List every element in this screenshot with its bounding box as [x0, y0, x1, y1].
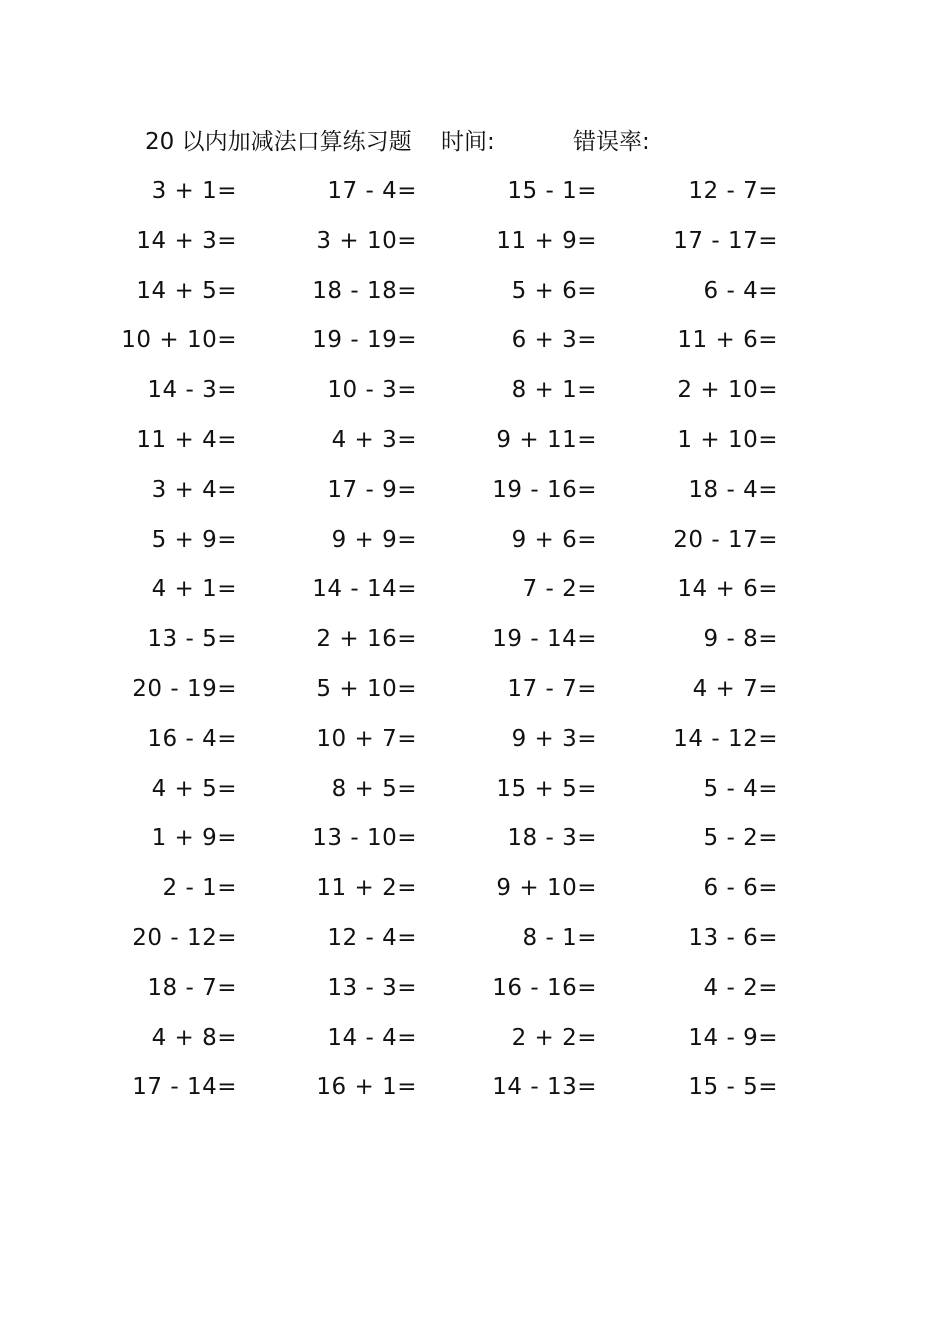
arithmetic-problem: 6 - 6= [703, 875, 778, 902]
arithmetic-problem: 14 + 5= [136, 277, 237, 304]
arithmetic-problem: 14 - 12= [673, 725, 778, 752]
arithmetic-problem: 2 + 10= [677, 377, 778, 404]
arithmetic-problem: 4 + 8= [151, 1024, 237, 1051]
arithmetic-problem: 3 + 10= [316, 227, 417, 254]
arithmetic-problem: 17 - 17= [673, 227, 778, 254]
arithmetic-problem: 9 + 3= [511, 725, 597, 752]
arithmetic-problem: 17 - 4= [327, 178, 417, 204]
arithmetic-problem: 16 - 4= [147, 725, 237, 752]
arithmetic-problem: 9 + 11= [496, 427, 597, 453]
arithmetic-problem: 13 - 3= [327, 974, 417, 1001]
arithmetic-problem: 15 - 5= [688, 1074, 778, 1101]
arithmetic-problem: 11 + 4= [136, 427, 237, 453]
arithmetic-problem: 12 - 7= [688, 178, 778, 204]
arithmetic-problem: 1 + 10= [677, 427, 778, 453]
arithmetic-problem: 15 + 5= [496, 775, 597, 802]
arithmetic-problem: 18 - 3= [507, 825, 597, 852]
arithmetic-problem: 13 - 10= [312, 825, 417, 852]
arithmetic-problem: 2 - 1= [162, 875, 237, 902]
arithmetic-problem: 11 + 6= [677, 327, 778, 354]
arithmetic-problem: 20 - 17= [673, 526, 778, 553]
arithmetic-problem: 8 - 1= [522, 925, 597, 951]
arithmetic-problem: 18 - 4= [688, 476, 778, 503]
arithmetic-problem: 14 + 3= [136, 227, 237, 254]
arithmetic-problem: 10 + 7= [316, 725, 417, 752]
arithmetic-problem: 5 + 10= [316, 676, 417, 702]
error-rate-label: 错误率: [573, 129, 650, 155]
arithmetic-problem: 14 - 4= [327, 1024, 417, 1051]
arithmetic-problem: 13 - 5= [147, 626, 237, 653]
arithmetic-problem: 16 + 1= [316, 1074, 417, 1101]
arithmetic-problem: 10 - 3= [327, 377, 417, 404]
arithmetic-problem: 8 + 1= [511, 377, 597, 404]
arithmetic-problem: 11 + 9= [496, 227, 597, 254]
arithmetic-problem: 8 + 5= [331, 775, 417, 802]
arithmetic-problem: 4 + 7= [692, 676, 778, 702]
arithmetic-problem: 3 + 4= [151, 476, 237, 503]
time-label: 时间: [441, 129, 495, 155]
arithmetic-problem: 20 - 19= [132, 676, 237, 702]
arithmetic-problem: 6 - 4= [703, 277, 778, 304]
arithmetic-problem: 17 - 7= [507, 676, 597, 702]
arithmetic-problem: 20 - 12= [132, 925, 237, 951]
arithmetic-problem: 17 - 9= [327, 476, 417, 503]
arithmetic-problem: 3 + 1= [151, 178, 237, 204]
worksheet-title: 20 以内加减法口算练习题 [145, 129, 412, 155]
arithmetic-problem: 5 - 4= [703, 775, 778, 802]
arithmetic-problem: 2 + 2= [511, 1024, 597, 1051]
arithmetic-problem: 19 - 14= [492, 626, 597, 653]
arithmetic-problem: 7 - 2= [522, 576, 597, 603]
arithmetic-problem: 15 - 1= [507, 178, 597, 204]
arithmetic-problem: 4 + 5= [151, 775, 237, 802]
arithmetic-problem: 9 + 9= [331, 526, 417, 553]
arithmetic-problem: 14 - 13= [492, 1074, 597, 1101]
arithmetic-problem: 11 + 2= [316, 875, 417, 902]
arithmetic-problem: 14 - 14= [312, 576, 417, 603]
arithmetic-problem: 10 + 10= [121, 327, 237, 354]
arithmetic-problem: 17 - 14= [132, 1074, 237, 1101]
arithmetic-problem: 9 + 6= [511, 526, 597, 553]
arithmetic-problem: 16 - 16= [492, 974, 597, 1001]
arithmetic-problem: 19 - 16= [492, 476, 597, 503]
arithmetic-problem: 4 + 1= [151, 576, 237, 603]
arithmetic-problem: 2 + 16= [316, 626, 417, 653]
arithmetic-problem: 18 - 7= [147, 974, 237, 1001]
arithmetic-problem: 12 - 4= [327, 925, 417, 951]
arithmetic-problem: 9 - 8= [703, 626, 778, 653]
arithmetic-problem: 5 + 6= [511, 277, 597, 304]
arithmetic-problem: 1 + 9= [151, 825, 237, 852]
arithmetic-problem: 4 + 3= [331, 427, 417, 453]
arithmetic-problem: 14 - 3= [147, 377, 237, 404]
arithmetic-problem: 9 + 10= [496, 875, 597, 902]
arithmetic-problem: 14 + 6= [677, 576, 778, 603]
arithmetic-problem: 13 - 6= [688, 925, 778, 951]
arithmetic-problem: 5 - 2= [703, 825, 778, 852]
arithmetic-problem: 18 - 18= [312, 277, 417, 304]
arithmetic-problem: 14 - 9= [688, 1024, 778, 1051]
arithmetic-problem: 4 - 2= [703, 974, 778, 1001]
arithmetic-problem: 5 + 9= [151, 526, 237, 553]
arithmetic-problem: 6 + 3= [511, 327, 597, 354]
arithmetic-problem: 19 - 19= [312, 327, 417, 354]
